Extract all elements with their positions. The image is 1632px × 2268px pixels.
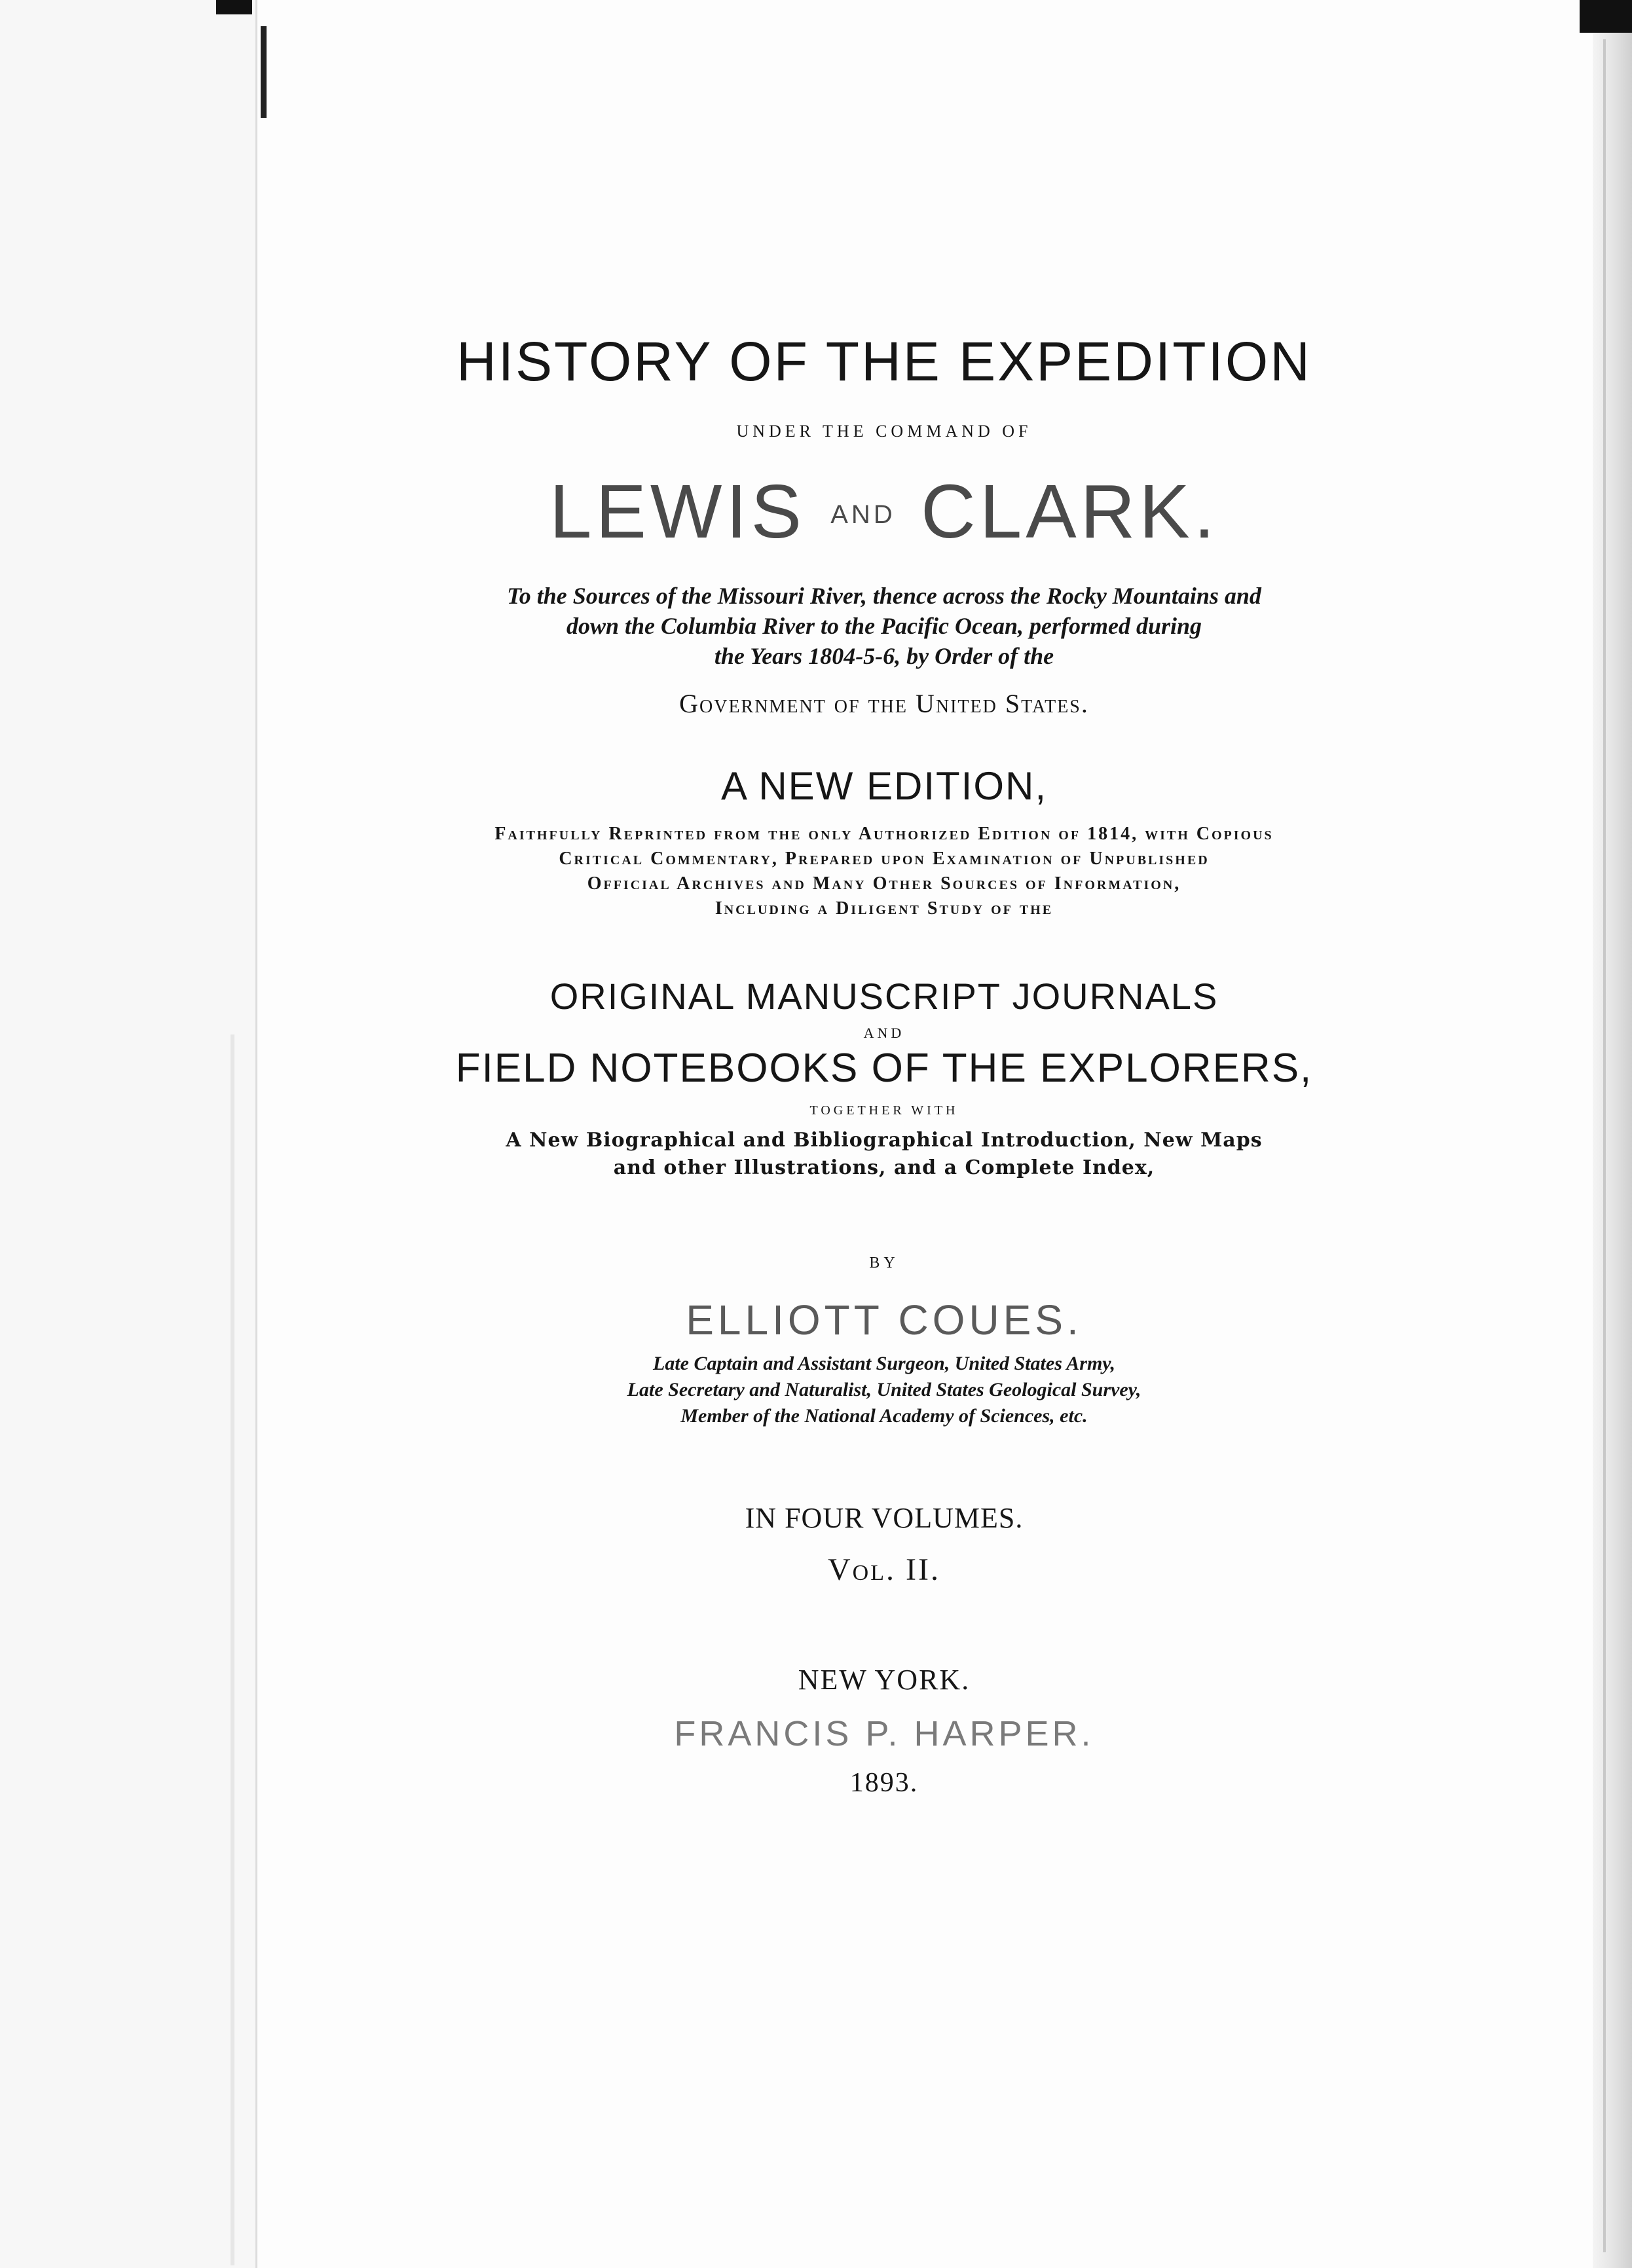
publication-city: NEW YORK. [798, 1664, 971, 1696]
route-line: To the Sources of the Missouri River, thence across the Rocky Mountains and [507, 583, 1261, 609]
and-small-word: AND [830, 500, 896, 529]
author-credentials [367, 1351, 1401, 1429]
credential-line: Member of the National Academy of Sciences, etc. [680, 1405, 1088, 1427]
publication-year: 1893. [849, 1768, 919, 1798]
route-line: the Years 1804-5-6, by Order of the [714, 643, 1054, 669]
lewis-word: LEWIS [549, 469, 806, 554]
manuscript-heading: ORIGINAL MANUSCRIPT JOURNALS [549, 976, 1219, 1017]
binding-notch [261, 26, 267, 118]
page-edge-line [1603, 39, 1606, 2252]
reprint-line: Official Archives and Many Other Sources of Information, [587, 873, 1181, 894]
route-line: down the Columbia River to the Pacific Ocean, performed during [566, 613, 1202, 639]
reprint-line: Including a Diligent Study of the [714, 898, 1054, 919]
under-command-line: UNDER THE COMMAND OF [736, 422, 1032, 441]
reprint-line: Critical Commentary, Prepared upon Examination of Unpublished [559, 849, 1210, 869]
credential-line: Late Secretary and Naturalist, United States Geological Survey, [627, 1379, 1141, 1400]
main-title: HISTORY OF THE EXPEDITION [456, 331, 1312, 392]
field-notebooks-heading: FIELD NOTEBOOKS OF THE EXPLORERS, [455, 1046, 1313, 1091]
binding-strip [0, 0, 257, 2268]
together-with-line: TOGETHER WITH [809, 1103, 959, 1118]
blackletter-line: A New Biographical and Bibliographical Introduction, New Maps [506, 1129, 1263, 1152]
author-name: ELLIOTT COUES. [686, 1296, 1083, 1344]
new-edition-heading: A NEW EDITION, [720, 764, 1048, 808]
binding-crease [231, 1034, 234, 2265]
volume-number: Vol. II. [828, 1552, 940, 1587]
government-line: Government of the United States. [679, 689, 1089, 718]
publisher-name: FRANCIS P. HARPER. [674, 1714, 1094, 1753]
reprint-description [367, 822, 1401, 921]
clark-word: CLARK. [920, 469, 1219, 554]
binding-top-mark [216, 0, 252, 14]
page-edge-right [1593, 0, 1632, 2268]
route-description [367, 581, 1401, 671]
by-line: BY [869, 1254, 899, 1271]
credential-line: Late Captain and Assistant Surgeon, United States Army, [653, 1353, 1115, 1374]
lewis-and-clark-heading [367, 469, 1401, 557]
blackletter-description [367, 1127, 1401, 1182]
blackletter-line: and other Illustrations, and a Complete Index, [613, 1156, 1155, 1179]
title-page [367, 314, 1401, 1800]
and-connector: AND [863, 1025, 905, 1041]
volumes-line: IN FOUR VOLUMES. [745, 1502, 1024, 1534]
scan-corner-mark [1580, 0, 1632, 33]
reprint-line: Faithfully Reprinted from the only Authorized Edition of 1814, with Copious [494, 824, 1274, 844]
